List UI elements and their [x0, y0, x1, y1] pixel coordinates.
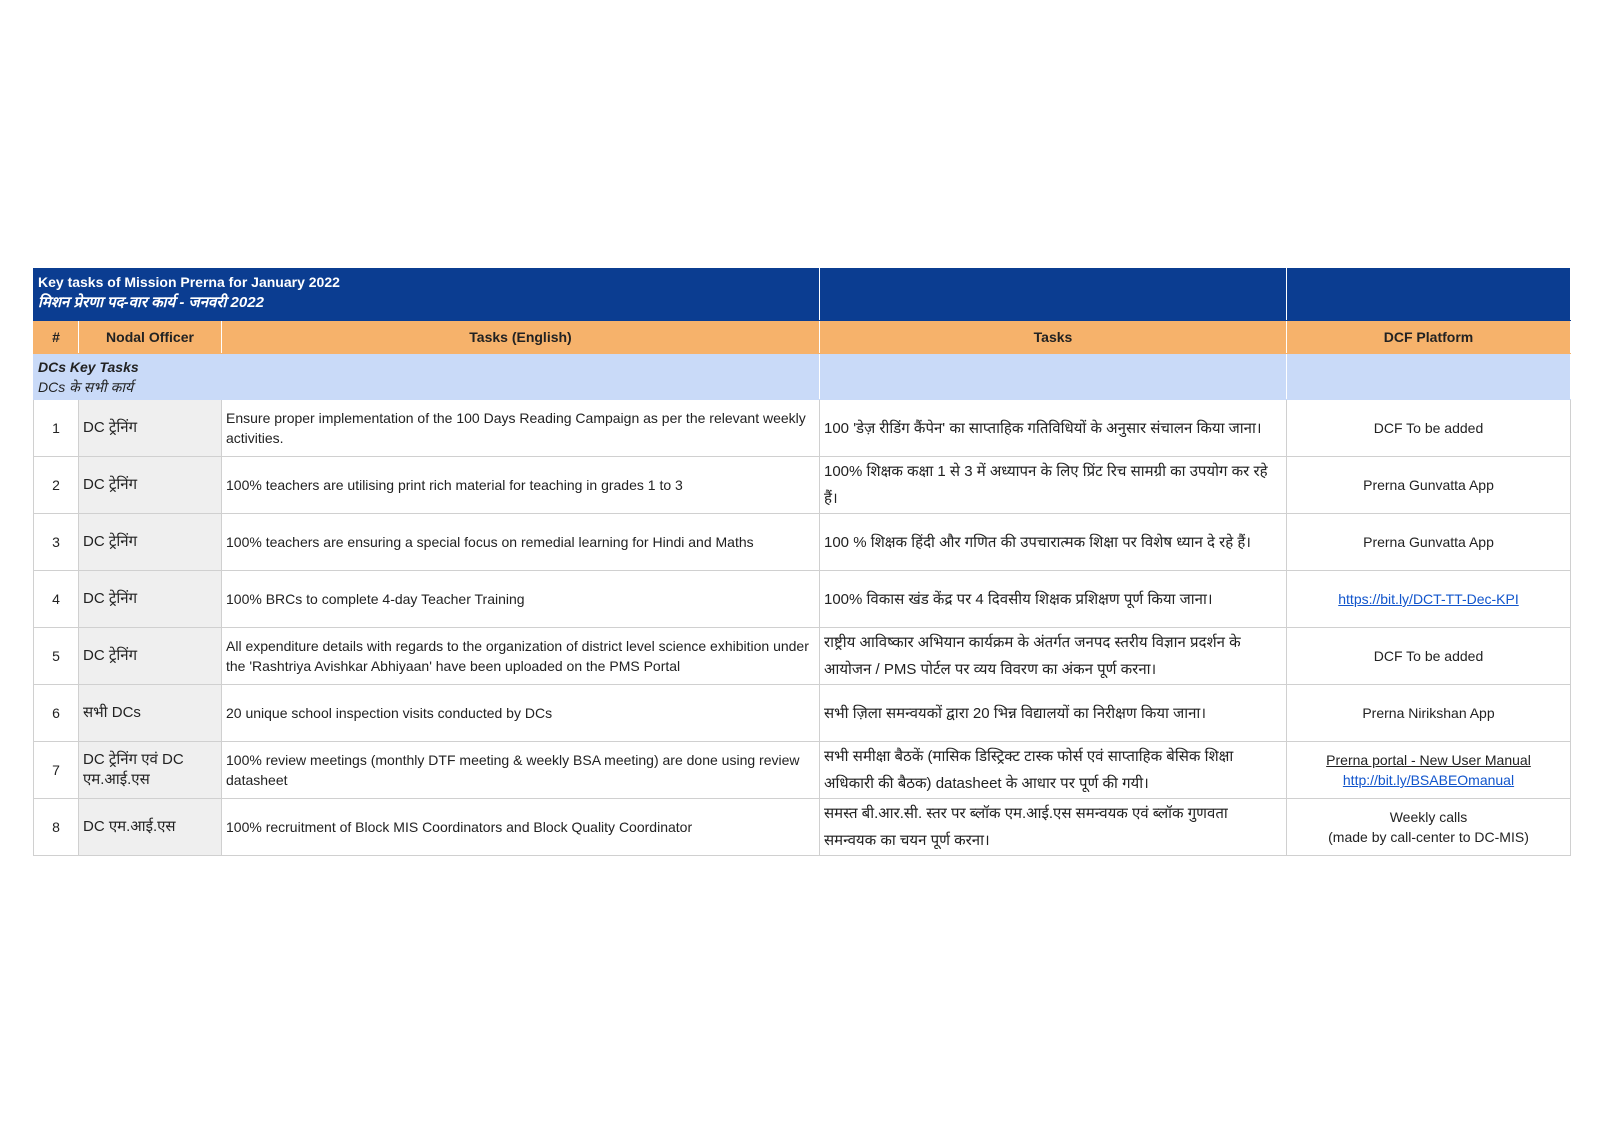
table-row [34, 457, 1571, 514]
row-number: 4 [34, 571, 79, 628]
tasks-table [33, 268, 1571, 856]
title-cell [34, 269, 820, 321]
dcf-platform: DCF To be added [1287, 400, 1571, 457]
table-row [34, 571, 1571, 628]
task-hindi: 100% विकास खंड केंद्र पर 4 दिवसीय शिक्षक प्रशिक्षण पूर्ण किया जाना। [820, 571, 1287, 628]
task-english: All expenditure details with regards to the organization of district level science exhibition under the 'Rashtriya Avishkar Abhiyaan' have been uploaded on the PMS Portal [222, 628, 820, 685]
row-number: 8 [34, 799, 79, 856]
dcf-platform: Prerna Gunvatta App [1287, 514, 1571, 571]
header-officer: Nodal Officer [79, 321, 222, 354]
user-manual-link[interactable]: http://bit.ly/BSABEOmanual [1342, 772, 1515, 788]
nodal-officer: DC ट्रेनिंग [79, 457, 222, 514]
row-number: 3 [34, 514, 79, 571]
nodal-officer: सभी DCs [79, 685, 222, 742]
section-row [34, 354, 1571, 400]
nodal-officer: DC ट्रेनिंग एवं DC एम.आई.एस [79, 742, 222, 799]
table-row [34, 514, 1571, 571]
section-blank-cell [1287, 354, 1571, 400]
task-hindi: 100% शिक्षक कक्षा 1 से 3 में अध्यापन के लिए प्रिंट रिच सामग्री का उपयोग कर रहे हैं। [820, 457, 1287, 514]
row-number: 7 [34, 742, 79, 799]
row-number: 2 [34, 457, 79, 514]
section-english: DCs Key Tasks [38, 358, 139, 375]
nodal-officer: DC ट्रेनिंग [79, 628, 222, 685]
tasks-sheet [33, 268, 1570, 856]
row-number: 1 [34, 400, 79, 457]
kpi-link[interactable]: https://bit.ly/DCT-TT-Dec-KPI [1338, 591, 1519, 607]
title-hindi: मिशन प्रेरणा पद-वार कार्य - जनवरी 2022 [38, 294, 264, 311]
title-row [34, 269, 1571, 321]
task-hindi: राष्ट्रीय आविष्कार अभियान कार्यक्रम के अंतर्गत जनपद स्तरीय विज्ञान प्रदर्शन के आयोजन / PMS पोर्टल पर व्यय विवरण का अंकन पूर्ण करना। [820, 628, 1287, 685]
section-cell [34, 354, 820, 400]
task-english: 20 unique school inspection visits conducted by DCs [222, 685, 820, 742]
task-hindi: सभी समीक्षा बैठकें (मासिक डिस्ट्रिक्ट टास्क फोर्स एवं साप्ताहिक बेसिक शिक्षा अधिकारी की बैठक) datasheet के आधार पर पूर्ण की गयी। [820, 742, 1287, 799]
task-hindi: 100 'डेज़ रीडिंग कैंपेन' का साप्ताहिक गतिविधियों के अनुसार संचालन किया जाना। [820, 400, 1287, 457]
task-hindi: 100 % शिक्षक हिंदी और गणित की उपचारात्मक शिक्षा पर विशेष ध्यान दे रहे हैं। [820, 514, 1287, 571]
task-hindi: सभी ज़िला समन्वयकों द्वारा 20 भिन्न विद्यालयों का निरीक्षण किया जाना। [820, 685, 1287, 742]
title-english: Key tasks of Mission Prerna for January 2022 [38, 274, 340, 290]
task-hindi: समस्त बी.आर.सी. स्तर पर ब्लॉक एम.आई.एस समन्वयक एवं ब्लॉक गुणवता समन्वयक का चयन पूर्ण करना। [820, 799, 1287, 856]
header-tasks-english: Tasks (English) [222, 321, 820, 354]
dcf-platform-cell [1287, 742, 1571, 799]
row-number: 6 [34, 685, 79, 742]
title-blank-cell [820, 269, 1287, 321]
task-english: 100% recruitment of Block MIS Coordinators and Block Quality Coordinator [222, 799, 820, 856]
header-row [34, 321, 1571, 354]
dcf-platform: Prerna Nirikshan App [1287, 685, 1571, 742]
dcf-platform: Prerna Gunvatta App [1287, 457, 1571, 514]
user-manual-label[interactable]: Prerna portal - New User Manual [1326, 752, 1531, 768]
header-tasks-hindi: Tasks [820, 321, 1287, 354]
table-row [34, 685, 1571, 742]
section-hindi: DCs के सभी कार्य [38, 378, 134, 395]
table-row [34, 799, 1571, 856]
section-blank-cell [820, 354, 1287, 400]
task-english: Ensure proper implementation of the 100 Days Reading Campaign as per the relevant weekly activities. [222, 400, 820, 457]
dcf-platform-cell [1287, 571, 1571, 628]
nodal-officer: DC ट्रेनिंग [79, 514, 222, 571]
dcf-platform: DCF To be added [1287, 628, 1571, 685]
table-row [34, 742, 1571, 799]
task-english: 100% BRCs to complete 4-day Teacher Training [222, 571, 820, 628]
nodal-officer: DC एम.आई.एस [79, 799, 222, 856]
platform-line-2: (made by call-center to DC-MIS) [1328, 829, 1529, 845]
table-row [34, 400, 1571, 457]
title-blank-cell [1287, 269, 1571, 321]
table-row [34, 628, 1571, 685]
header-num: # [34, 321, 79, 354]
row-number: 5 [34, 628, 79, 685]
task-english: 100% teachers are ensuring a special focus on remedial learning for Hindi and Maths [222, 514, 820, 571]
header-platform: DCF Platform [1287, 321, 1571, 354]
platform-line-1: Weekly calls [1389, 809, 1468, 825]
task-english: 100% teachers are utilising print rich material for teaching in grades 1 to 3 [222, 457, 820, 514]
task-english: 100% review meetings (monthly DTF meeting & weekly BSA meeting) are done using review datasheet [222, 742, 820, 799]
nodal-officer: DC ट्रेनिंग [79, 571, 222, 628]
dcf-platform-cell [1287, 799, 1571, 856]
nodal-officer: DC ट्रेनिंग [79, 400, 222, 457]
